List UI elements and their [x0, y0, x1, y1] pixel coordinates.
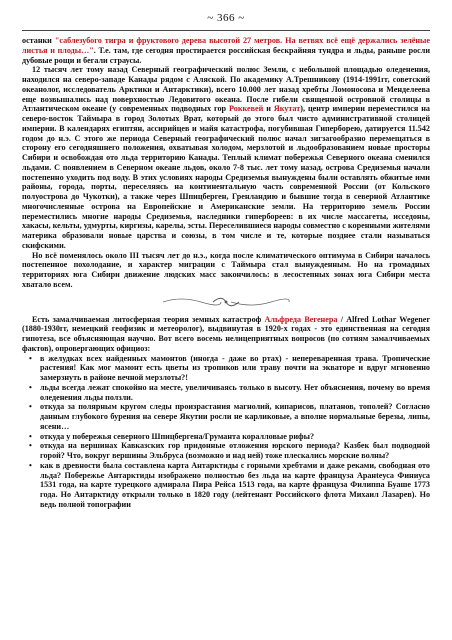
- p1-rest: . Т.е. там, где сегодня простирается российская бескрайняя тундра и льды, раньше росли дубовые рощи и бегали страусы.: [22, 45, 430, 65]
- p2-and: и: [263, 104, 274, 114]
- paragraph-2: [22, 65, 430, 250]
- page-number: ~ 366 ~: [207, 12, 245, 24]
- list-item: • откуда на вершинах Кавказских гор придонные отложения юрского периода? Казбек был подводной горой? Что, вокруг вершины Эльбруса (возможно и над ней) тоже плескались морские волны?: [40, 441, 430, 461]
- list-item: • в желудках всех найденных мамонтов (иногда - даже во ртах) - непереваренная трава. Тропические растения! Как мог мамонт есть цветы из тропиков или траву почти на экваторе и вдруг мгновенно замерзнуть в районе вечной мерзлоты?!: [40, 354, 430, 383]
- page-body: [22, 36, 430, 510]
- p2-part2: ), центр империи переместился на северо-восток Таймыра в город Золотых Врат, который до этого был чисто административной столицей империи. В календарях египтян, ассирийцев и майя катастрофа, погубившая Гиперборею, датируется 11.542 годом до н.э. С этого же периода Северный географический полюс начал зигзагообразно перемещаться в сторону его сегодняшнего положения, охватывая холодом, мерзлотой и льдообразованием новые просторы Сибири и освобождая ото льда территорию Канады. Теплый климат побережья Северного океана сменился льдами. С появлением в Северном океане льдов, около 7-8 тыс. лет тому назад, острова Средиземья начали постепенно уходить под воду. В этих условиях народы Средиземья вынуждены были оставлять обжитые ими районы, города, порты, переселяясь на континентальную часть современной России (от Кольского полуострова до Чукотки), а также через Шпицберген, Гренландию и бывшие тогда в северной Атлантике многочисленные острова на Европейские и Американские земли. На территорию земель России переместились многие народы Средиземья, наследники гипербореев: в их числе массагеты, исседоны, хакасы, кельты, удмурты, киргизы, карелы, эсты. Переселившиеся народы совместно с коренными жителями материка образовали новые царства и союзы, в том числе и те, которые позднее стали называться скифскими.: [22, 104, 430, 250]
- p4-mid: / Alfred Lothar Wegener (1880-1930гг, немецкий геофизик и метеоролог), выдвинутая в 1920-х годах - это единственная на сегодня гипотеза, все объясняющая научно. Вот всего восемь нелицеприятных вопросов (по сотням замалчиваемых фактов), опровергающих официоз:: [22, 314, 430, 353]
- p2-part1: 12 тысяч лет тому назад Северный географический полюс Земли, с небольшой площадью оледенения, находился на северо-западе Канады рядом с Аляской. По академику А.Трешникову (1914-1991гг, советский океанолог, исследователь Арктики и Антарктики), всего 10.000 лет назад хребты Ломоносова и Менделеева еще возвышались над поверхностью Ледовитого океана. После гибели священной островной столицы в Атлантическом океане (у современных подводных гор: [22, 65, 430, 114]
- p1-lead: останки: [22, 36, 55, 45]
- link-wegener[interactable]: Альфреда Вегенера: [264, 314, 338, 324]
- list-item: • откуда у побережья северного Шпицбергена/Груманта коралловые рифы?: [40, 432, 430, 442]
- questions-list: [22, 354, 430, 510]
- header-divider: [22, 30, 430, 31]
- paragraph-1: [22, 36, 430, 65]
- list-item: • откуда за полярным кругом следы произрастания магнолий, кипарисов, платанов, тополей? Согласно данным глубокого бурения на севере Якутии росли не карликовые, а вполне нормальные березы, липы, ясени…: [40, 402, 430, 431]
- list-item: • как в древности была составлена карта Антарктиды с горными хребтами и даже реками, свободная ото льда? Побережье Антарктиды изображено полностью без льда на карте француза Аранteуса Финиуса 1531 года, на карте турецкого адмирала Пира Рейса 1513 года, на карте француза Филиппа Буаше 1773 года. Но Антарктиду открыли только в 1820 году (лейтенант Российского флота Михаил Лазарев). Но ведь полной топографии: [40, 461, 430, 510]
- list-item: • льды всегда лежат спокойно на месте, увеличиваясь только в высоту. Нет объяснения, почему во время оледенения льды ползли.: [40, 383, 430, 403]
- p4-lead: Есть замалчиваемая литосферная теория земных катастроф: [32, 314, 265, 324]
- paragraph-3: Но всё поменялось около III тысяч лет до н.э., когда после климатического оптимума в Сибири началось постепенное похолодание, и характер миграции с Таймыра стал вынужденным. Но на громадных территориях юга Сибири движение людских масс закончилось: в лесостепных зонах юга Сибири места хватало всем.: [22, 250, 430, 289]
- paragraph-4: [22, 315, 430, 354]
- p1-quote: "саблезубого тигра и фруктового дерева высотой 27 метров. На ветвях всё ещё держались зелёные листья и плоды…": [22, 36, 430, 55]
- link-rockall[interactable]: Роккевей: [229, 104, 264, 114]
- decorative-flourish-divider-icon: [161, 295, 291, 309]
- link-yakutat[interactable]: Якутат: [273, 104, 301, 114]
